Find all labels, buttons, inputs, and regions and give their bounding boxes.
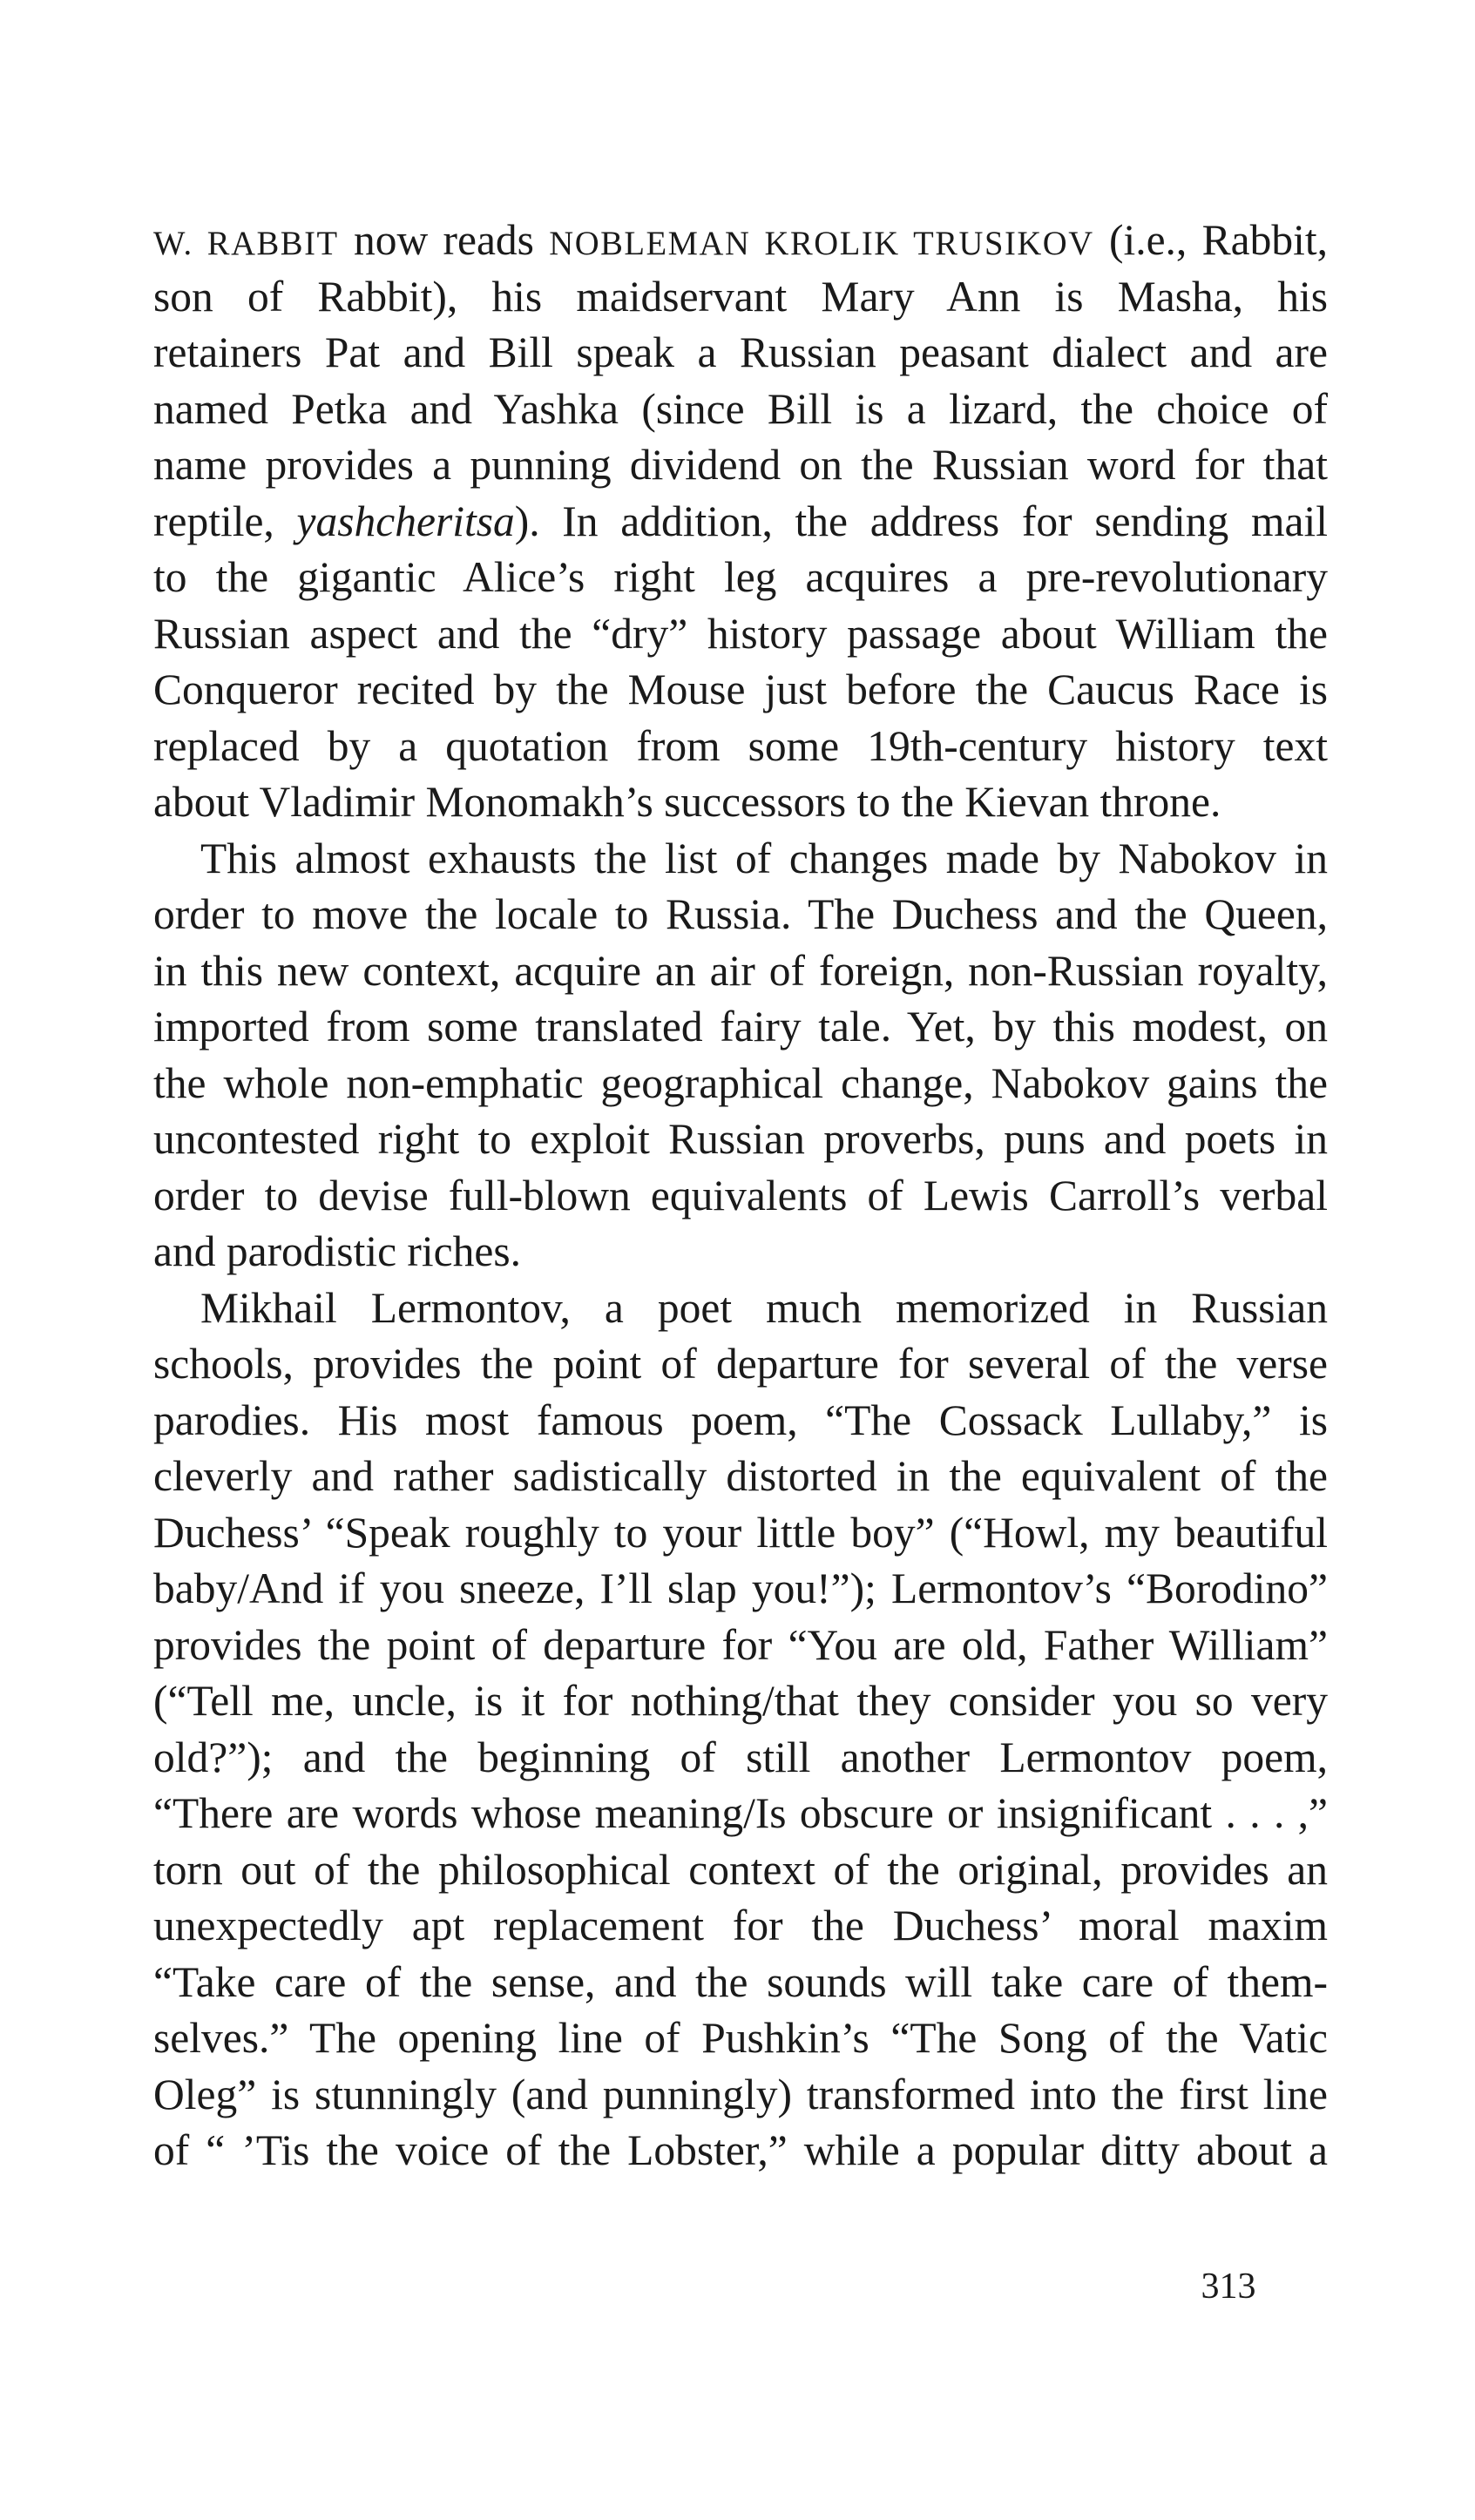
- text-run: (“Tell me, uncle, is it for nothing/that they consider you so very: [153, 1677, 1328, 1725]
- text-run: imported from some translated fairy tale. Yet, by this modest, on: [153, 1003, 1328, 1051]
- text-run: “Take care of the sense, and the sounds will take care of them-: [153, 1957, 1328, 2006]
- text-run: torn out of the philosophical context of the original, provides an: [153, 1845, 1328, 1894]
- text-run: Russian aspect and the “dry” history passage about William the: [153, 609, 1328, 658]
- text-run: parodies. His most famous poem, “The Cossack Lullaby,” is: [153, 1395, 1328, 1444]
- text-run: cleverly and rather sadistically distorted in the equivalent of the: [153, 1452, 1328, 1500]
- text-run: ). In addition, the address for sending mail: [514, 497, 1328, 545]
- text-line: [153, 831, 1328, 888]
- text-run: to the gigantic Alice’s right leg acquires a pre-revolutionary: [153, 553, 1328, 601]
- text-run: Conqueror recited by the Mouse just before the Caucus Race is: [153, 665, 1328, 713]
- text-run: Duchess’ “Speak roughly to your little boy” (“Howl, my beautiful: [153, 1508, 1328, 1557]
- text-line: [153, 1898, 1328, 1955]
- text-line: [153, 1561, 1328, 1618]
- text-line: [153, 382, 1328, 438]
- text-run: retainers Pat and Bill speak a Russian peasant dialect and are: [153, 328, 1328, 376]
- text-run: old?”); and the beginning of still another Lermontov poem,: [153, 1733, 1328, 1781]
- text-run: name provides a punning dividend on the Russian word for that: [153, 441, 1328, 489]
- text-run: selves.” The opening line of Pushkin’s “The Song of the Vatic: [153, 2014, 1328, 2062]
- small-caps-run: W. RABBIT: [153, 226, 339, 262]
- text-run: baby/And if you sneeze, I’ll slap you!”); Lermontov’s “Borodino”: [153, 1564, 1328, 1612]
- text-run: Mikhail Lermontov, a poet much memorized in Russian: [200, 1283, 1328, 1332]
- text-run: This almost exhausts the list of changes made by Nabokov in: [200, 834, 1328, 882]
- text-line: [153, 2123, 1328, 2179]
- text-line: [153, 1336, 1328, 1393]
- text-run: about Vladimir Monomakh’s successors to the Kievan throne.: [153, 778, 1221, 826]
- text-line: [153, 1673, 1328, 1730]
- text-run: replaced by a quotation from some 19th-century history text: [153, 721, 1328, 770]
- text-line: [153, 606, 1328, 663]
- text-line: [153, 887, 1328, 943]
- text-run: in this new context, acquire an air of foreign, non-Russian royalty,: [153, 946, 1328, 995]
- text-line: [153, 1224, 1328, 1280]
- paragraph: [153, 213, 1328, 831]
- text-line: [153, 1393, 1328, 1449]
- text-line: [153, 2010, 1328, 2067]
- text-line: [153, 494, 1328, 551]
- text-run: order to move the locale to Russia. The Duchess and the Queen,: [153, 890, 1328, 938]
- text-line: [153, 662, 1328, 719]
- text-line: [153, 2067, 1328, 2124]
- text-line: [153, 550, 1328, 606]
- text-run: now reads: [338, 216, 550, 264]
- text-run: and parodistic riches.: [153, 1227, 521, 1275]
- text-line: [153, 269, 1328, 326]
- text-line: [153, 1505, 1328, 1562]
- text-line: [153, 1168, 1328, 1225]
- text-line: [153, 1280, 1328, 1337]
- text-line: [153, 1730, 1328, 1787]
- small-caps-run: NOBLEMAN KROLIK TRUSIKOV: [549, 226, 1094, 262]
- text-line: [153, 1449, 1328, 1505]
- text-line: [153, 1955, 1328, 2011]
- text-line: [153, 1111, 1328, 1168]
- text-line: [153, 1056, 1328, 1112]
- page-number: 313: [1201, 2267, 1256, 2307]
- paragraph: [153, 831, 1328, 1280]
- text-run: reptile,: [153, 497, 297, 545]
- text-run: the whole non-emphatic geographical change, Nabokov gains the: [153, 1058, 1328, 1107]
- text-run: named Petka and Yashka (since Bill is a lizard, the choice of: [153, 384, 1328, 433]
- italic-run: yashcheritsa: [296, 497, 515, 545]
- text-line: [153, 774, 1328, 831]
- text-run: son of Rabbit), his maidservant Mary Ann is Masha, his: [153, 272, 1328, 321]
- text-run: order to devise full-blown equivalents of Lewis Carroll’s verbal: [153, 1171, 1328, 1219]
- text-line: [153, 1842, 1328, 1899]
- text-run: “There are words whose meaning/Is obscure or insignificant . . . ,”: [153, 1789, 1328, 1837]
- text-run: uncontested right to exploit Russian proverbs, puns and poets in: [153, 1115, 1328, 1163]
- text-run: unexpectedly apt replacement for the Duchess’ moral maxim: [153, 1902, 1328, 1949]
- text-line: [153, 1786, 1328, 1842]
- text-line: [153, 213, 1328, 269]
- text-run: provides the point of departure for “You are old, Father William”: [153, 1620, 1328, 1669]
- text-run: of “ ’Tis the voice of the Lobster,” while a popular ditty about a: [153, 2126, 1328, 2174]
- text-line: [153, 999, 1328, 1056]
- text-line: [153, 719, 1328, 775]
- text-line: [153, 1618, 1328, 1674]
- text-run: (i.e., Rabbit,: [1093, 216, 1328, 264]
- text-run: Oleg” is stunningly (and punningly) transformed into the first line: [153, 2070, 1328, 2118]
- text-line: [153, 325, 1328, 382]
- text-line: [153, 943, 1328, 1000]
- body-text: [153, 213, 1328, 2179]
- text-run: schools, provides the point of departure for several of the verse: [153, 1340, 1328, 1388]
- paragraph: [153, 1280, 1328, 2179]
- text-line: [153, 437, 1328, 494]
